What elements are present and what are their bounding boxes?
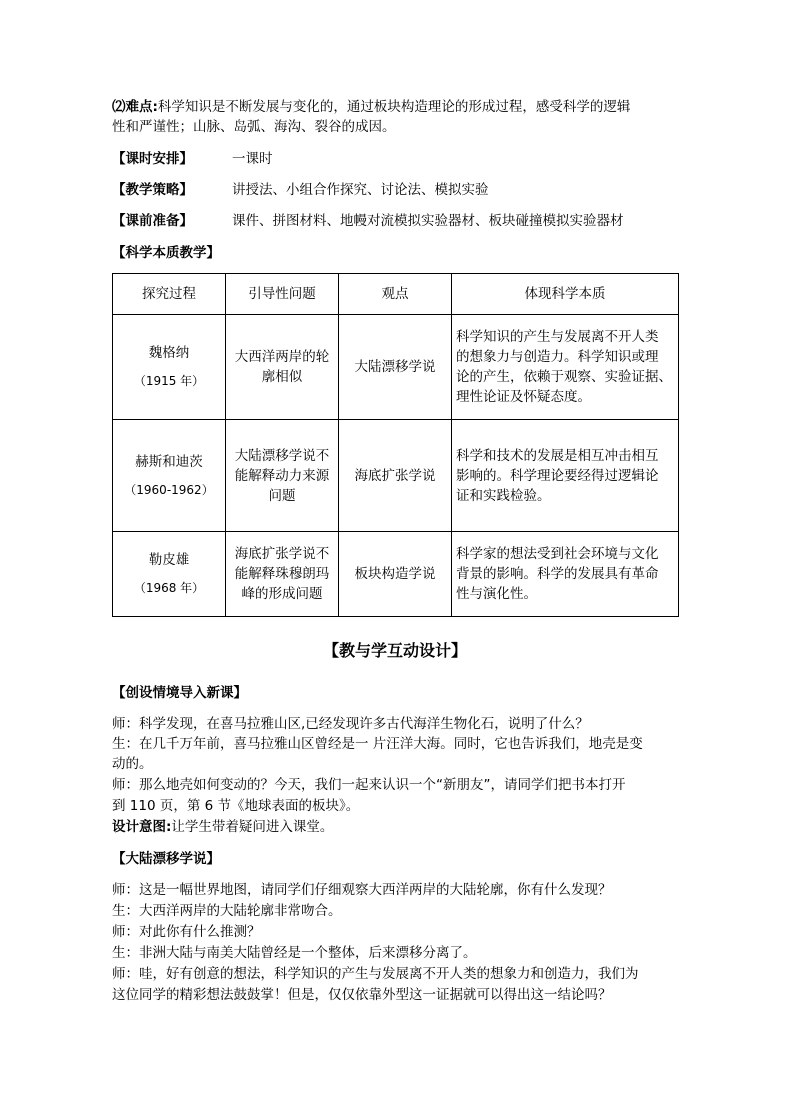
difficulty-label: ⑵难点: <box>112 99 158 115</box>
cell-question <box>226 420 339 532</box>
cell-essence <box>452 315 679 420</box>
table-row <box>113 420 679 532</box>
drift-line: 生：非洲大陆与南美大陆曾经是一个整体，后来漂移分离了。 <box>112 945 477 961</box>
intro-line: 师：科学发现，在喜马拉雅山区,已经发现许多古代海洋生物化石，说明了什么？ <box>112 716 589 732</box>
person-name: 勒皮雄 <box>148 552 190 568</box>
design-intent-text: 让学生带着疑问进入课堂。 <box>171 819 334 835</box>
intro-line: 到 110 页，第 6 节《地球表面的板块》。 <box>112 798 360 814</box>
cell-view: 大陆漂移学说 <box>339 315 452 420</box>
question-line: 能解释动力来源 <box>234 467 330 484</box>
drift-line: 师：这是一幅世界地图，请同学们仔细观察大西洋两岸的大陆轮廓，你有什么发现？ <box>112 882 612 898</box>
table-header-row <box>113 274 679 315</box>
person-year: （1968 年） <box>133 581 205 595</box>
section-schedule-label: 【课时安排】 <box>112 151 193 167</box>
design-intent <box>112 817 333 837</box>
cell-view: 海底扩张学说 <box>339 420 452 532</box>
cell-essence <box>452 420 679 532</box>
section-preparation-value: 课件、拼图材料、地幔对流模拟实验器材、板块碰撞模拟实验器材 <box>232 213 624 229</box>
cell-process <box>113 532 226 617</box>
cell-view: 板块构造学说 <box>339 532 452 617</box>
header-question: 引导性问题 <box>226 274 339 315</box>
section-strategy-label: 【教学策略】 <box>112 182 193 198</box>
question-line: 海底扩张学说不 <box>234 546 330 562</box>
essence-line: 的想象力与创造力。科学知识或理 <box>456 349 659 365</box>
header-process: 探究过程 <box>113 274 226 315</box>
drift-heading: 【大陆漂移学说】 <box>112 851 220 867</box>
section-strategy-value: 讲授法、小组合作探究、讨论法、模拟实验 <box>232 182 489 198</box>
header-view: 观点 <box>339 274 452 315</box>
essence-line: 证和实践检验。 <box>456 487 551 504</box>
drift-line: 生：大西洋两岸的大陆轮廓非常吻合。 <box>112 903 342 919</box>
table-row <box>113 315 679 420</box>
essence-line: 影响的。科学理论要经得过逻辑论 <box>456 467 659 484</box>
cell-process <box>113 315 226 420</box>
essence-line: 性与演化性。 <box>456 586 537 602</box>
essence-line: 论的产生，依赖于观察、实验证据、 <box>456 369 672 385</box>
essence-line: 科学知识的产生与发展离不开人类 <box>456 329 659 345</box>
essence-line: 科学和技术的发展是相互冲击相互 <box>456 447 659 464</box>
question-line: 能解释珠穆朗玛 <box>234 566 330 582</box>
question-line: 问题 <box>268 487 296 504</box>
science-essence-table <box>112 273 679 617</box>
cell-essence <box>452 532 679 617</box>
essence-line: 背景的影响。科学的发展具有革命 <box>456 566 659 582</box>
drift-line: 这位同学的精彩想法鼓鼓掌！但是，仅仅依靠外型这一证据就可以得出这一结论吗？ <box>112 987 612 1003</box>
cell-question <box>226 315 339 420</box>
section-schedule-value: 一课时 <box>232 151 273 167</box>
section-preparation-label: 【课前准备】 <box>112 213 193 229</box>
header-essence: 体现科学本质 <box>452 274 679 315</box>
drift-line: 师：哇，好有创意的想法，科学知识的产生与发展离不开人类的想象力和创造力，我们为 <box>112 966 639 982</box>
section-strategy <box>112 180 489 200</box>
difficulty-line-1 <box>112 97 630 117</box>
intro-heading: 【创设情境导入新课】 <box>112 685 247 701</box>
question-line: 峰的形成问题 <box>241 586 323 602</box>
person-year: （1960-1962） <box>124 482 214 497</box>
cell-process <box>113 420 226 532</box>
intro-line: 生：在几千万年前，喜马拉雅山区曾经是一 片汪洋大海。同时，它也告诉我们，地壳是变 <box>112 736 643 752</box>
essence-line: 理性论证及怀疑态度。 <box>456 389 591 405</box>
question-line: 大西洋两岸的轮 <box>234 349 330 365</box>
question-line: 廓相似 <box>261 369 303 385</box>
essence-line: 科学家的想法受到社会环境与文化 <box>456 546 659 562</box>
section-preparation <box>112 211 624 231</box>
table-row <box>113 532 679 617</box>
main-title: 【教与学互动设计】 <box>322 641 467 660</box>
design-intent-label: 设计意图: <box>112 819 172 835</box>
question-line: 大陆漂移学说不 <box>234 447 330 464</box>
person-name: 魏格纳 <box>148 345 190 361</box>
difficulty-line-2: 性和严谨性；山脉、岛弧、海沟、裂谷的成因。 <box>112 119 396 135</box>
section-schedule <box>112 149 273 169</box>
intro-line: 动的。 <box>112 756 153 772</box>
difficulty-text-1: 科学知识是不断发展与变化的，通过板块构造理论的形成过程，感受科学的逻辑 <box>157 99 631 115</box>
intro-line: 师：那么地壳如何变动的？今天，我们一起来认识一个“新朋友”，请同学们把书本打开 <box>112 777 626 793</box>
science-heading: 【科学本质教学】 <box>112 245 220 261</box>
cell-question <box>226 532 339 617</box>
person-year: （1915 年） <box>133 374 205 388</box>
person-name: 赫斯和迪茨 <box>135 453 203 470</box>
drift-line: 师：对此你有什么推测？ <box>112 924 261 940</box>
